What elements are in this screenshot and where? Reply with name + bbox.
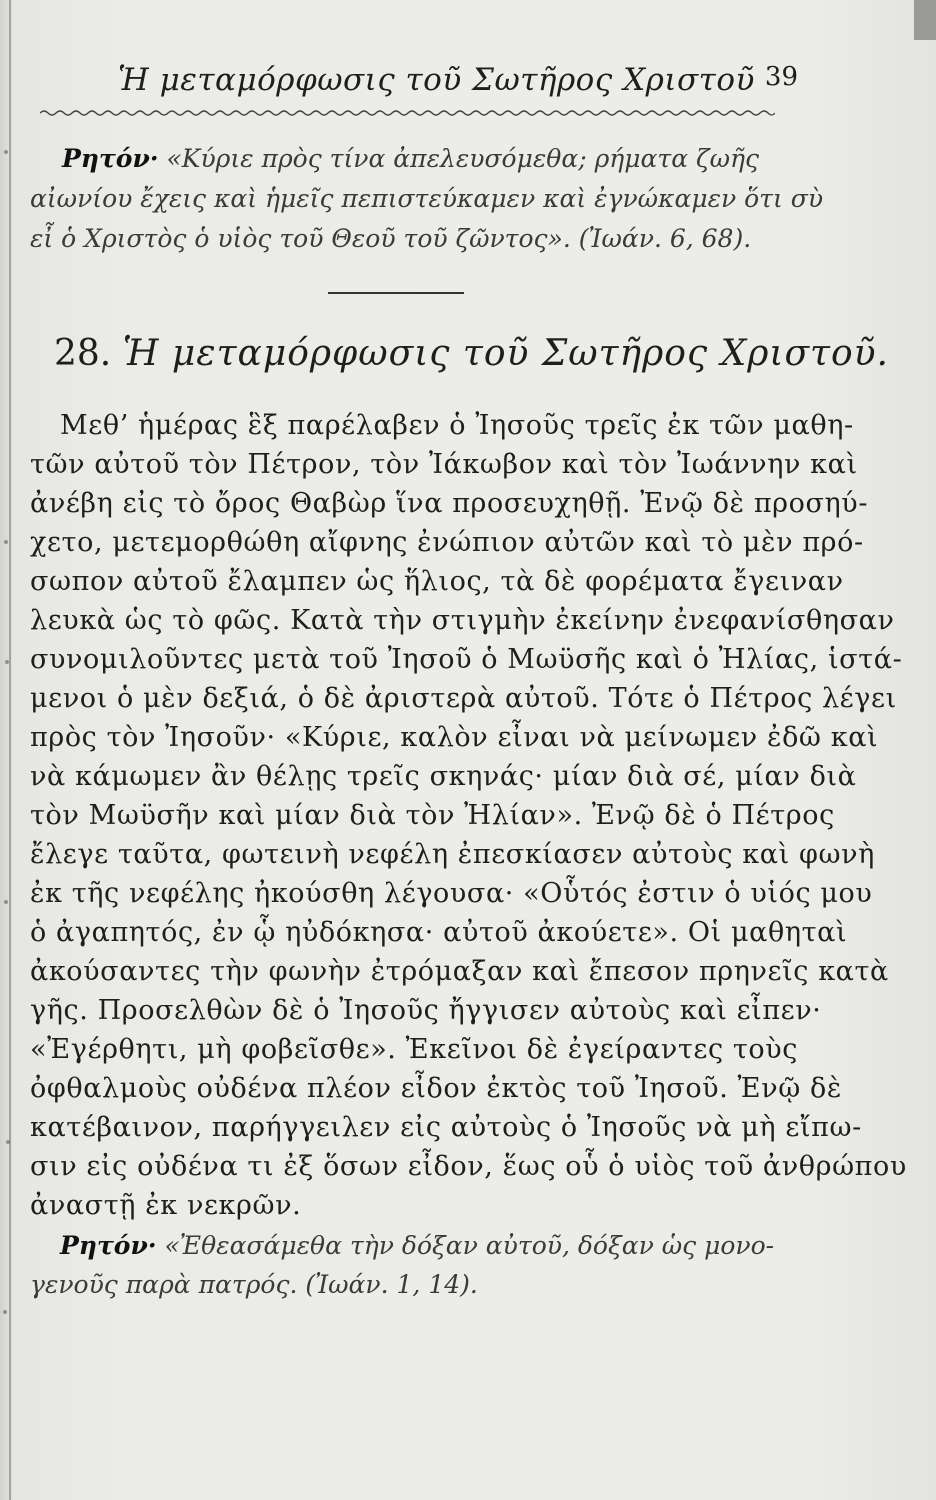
quote-label: Ρητόν· bbox=[62, 144, 159, 173]
body-line: τῶν αὐτοῦ τὸν Πέτρον, τὸν Ἰάκωβον καὶ τὸν Ἰωάννην καὶ bbox=[30, 449, 858, 480]
body-line: γῆς. Προσελθὼν δὲ ὁ Ἰησοῦς ἤγγισεν αὐτοὺς καὶ εἶπεν· bbox=[30, 995, 822, 1026]
quote-line bbox=[62, 146, 759, 171]
body-line: ὀφθαλμοὺς οὐδένα πλέον εἶδον ἐκτὸς τοῦ Ἰησοῦ. Ἐνῷ δὲ bbox=[30, 1073, 842, 1104]
speck bbox=[4, 150, 8, 154]
section-heading bbox=[54, 333, 889, 374]
wavy-header-rule bbox=[40, 108, 775, 118]
body-line: ἔλεγε ταῦτα, φωτεινὴ νεφέλη ἐπεσκίασεν αὐτοὺς καὶ φωνὴ bbox=[30, 839, 875, 870]
section-title: Ἡ μεταμόρφωσις τοῦ Σωτῆρος Χριστοῦ. bbox=[122, 333, 889, 374]
speck bbox=[6, 1140, 10, 1144]
body-line: πρὸς τὸν Ἰησοῦν· «Κύριε, καλὸν εἶναι νὰ μείνωμεν ἐδῶ καὶ bbox=[30, 722, 879, 753]
body-line: Μεθ’ ἡμέρας ἓξ παρέλαβεν ὁ Ἰησοῦς τρεῖς ἐκ τῶν μαθη- bbox=[60, 410, 854, 441]
quote-line: αἰωνίου ἔχεις καὶ ἡμεῖς πεπιστεύκαμεν καὶ ἐγνώκαμεν ὅτι σὺ bbox=[30, 184, 824, 213]
section-divider bbox=[328, 292, 464, 294]
body-line: σιν εἰς οὐδένα τι ἐξ ὅσων εἶδον, ἕως οὗ ὁ υἱὸς τοῦ ἀνθρώπου bbox=[30, 1151, 907, 1182]
quote-text: «Ἐθεασάμεθα τὴν δόξαν αὐτοῦ, δόξαν ὡς μονο- bbox=[156, 1231, 775, 1260]
body-line: λευκὰ ὡς τὸ φῶς. Κατὰ τὴν στιγμὴν ἐκείνην ἐνεφανίσθησαν bbox=[30, 605, 895, 636]
body-line: ἀναστῇ ἐκ νεκρῶν. bbox=[30, 1190, 302, 1221]
page-corner-shadow bbox=[914, 0, 936, 40]
body-line: νὰ κάμωμεν ἂν θέλῃς τρεῖς σκηνάς· μίαν διὰ σέ, μίαν διὰ bbox=[30, 761, 857, 792]
speck bbox=[4, 540, 8, 544]
page-header bbox=[118, 62, 798, 110]
section-number: 28. bbox=[54, 333, 112, 374]
running-head: Ἡ μεταμόρφωσις τοῦ Σωτῆρος Χριστοῦ bbox=[118, 62, 755, 98]
quote-line: γενοῦς παρὰ πατρός. (Ἰωάν. 1, 14). bbox=[30, 1270, 478, 1299]
speck bbox=[5, 660, 9, 664]
quote-line bbox=[60, 1233, 774, 1258]
quote-line: εἶ ὁ Χριστὸς ὁ υἱὸς τοῦ Θεοῦ τοῦ ζῶντος». (Ἰωάν. 6, 68). bbox=[30, 224, 752, 253]
body-line: ἀκούσαντες τὴν φωνὴν ἐτρόμαξαν καὶ ἔπεσον πρηνεῖς κατὰ bbox=[30, 956, 889, 987]
speck bbox=[4, 900, 8, 904]
body-line: τὸν Μωϋσῆν καὶ μίαν διὰ τὸν Ἠλίαν». Ἐνῷ δὲ ὁ Πέτρος bbox=[30, 800, 835, 831]
body-line: κατέβαινον, παρήγγειλεν εἰς αὐτοὺς ὁ Ἰησοῦς νὰ μὴ εἴπω- bbox=[30, 1112, 862, 1143]
speck bbox=[3, 1310, 7, 1314]
page-gutter-edge bbox=[9, 0, 11, 1500]
body-line: «Ἐγέρθητι, μὴ φοβεῖσθε». Ἐκεῖνοι δὲ ἐγείραντες τοὺς bbox=[30, 1034, 798, 1065]
body-line: συνομιλοῦντες μετὰ τοῦ Ἰησοῦ ὁ Μωϋσῆς καὶ ὁ Ἠλίας, ἱστά- bbox=[30, 644, 903, 675]
quote-text: «Κύριε πρὸς τίνα ἀπελευσόμεθα; ρήματα ζωῆς bbox=[158, 144, 759, 173]
body-line: χετο, μετεμορθώθη αἴφνης ἐνώπιον αὐτῶν καὶ τὸ μὲν πρό- bbox=[30, 527, 864, 558]
body-line: ἐκ τῆς νεφέλης ἠκούσθη λέγουσα· «Οὗτός ἐστιν ὁ υἱός μου bbox=[30, 878, 873, 909]
body-line: σωπον αὐτοῦ ἔλαμπεν ὡς ἥλιος, τὰ δὲ φορέματα ἔγειναν bbox=[30, 566, 844, 597]
quote-label: Ρητόν· bbox=[60, 1231, 157, 1260]
body-line: μενοι ὁ μὲν δεξιά, ὁ δὲ ἀριστερὰ αὐτοῦ. Τότε ὁ Πέτρος λέγει bbox=[30, 683, 897, 714]
body-line: ἀνέβη εἰς τὸ ὄρος Θαβὼρ ἵνα προσευχηθῇ. Ἐνῷ δὲ προσηύ- bbox=[30, 488, 869, 519]
body-line: ὁ ἀγαπητός, ἐν ᾧ ηὐδόκησα· αὐτοῦ ἀκούετε». Οἱ μαθηταὶ bbox=[30, 917, 848, 948]
page-number: 39 bbox=[764, 62, 798, 92]
